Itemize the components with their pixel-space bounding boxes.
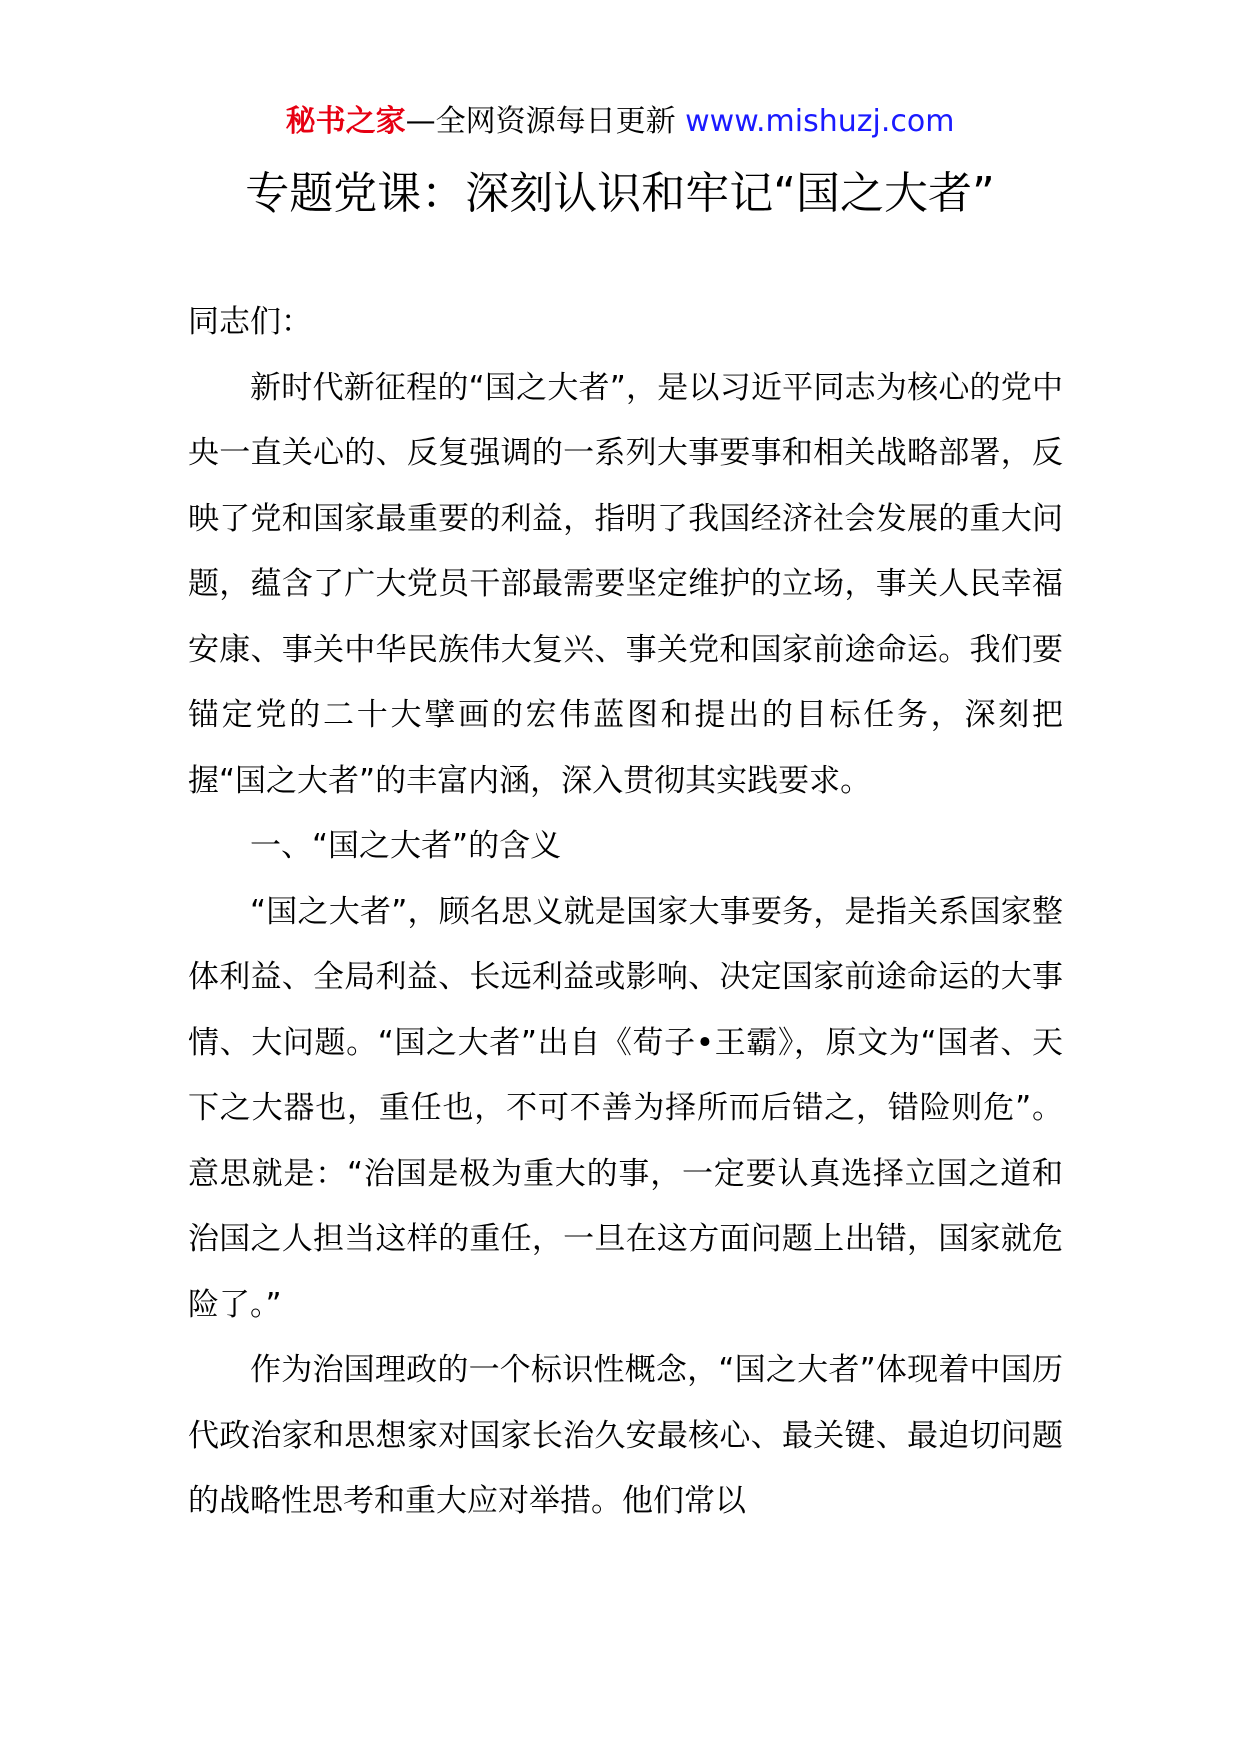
site-header <box>0 100 1240 144</box>
paragraph-concept: 作为治国理政的一个标识性概念，“国之大者”体现着中国历代政治家和思想家对国家长治久安最核心、最关键、最迫切问题的战略性思考和重大应对举措。他们常以 <box>188 1352 1063 1519</box>
document-title: 专题党课：深刻认识和牢记“国之大者” <box>245 168 995 219</box>
document-body <box>188 290 1063 1535</box>
brand-name: 秘书之家 <box>285 104 406 139</box>
paragraph-intro: 新时代新征程的“国之大者”，是以习近平同志为核心的党中央一直关心的、反复强调的一系列大事要事和相关战略部署，反映了党和国家最重要的利益，指明了我国经济社会发展的重大问题，蕴含了广大党员干部最需要坚定维护的立场，事关人民幸福安康、事关中华民族伟大复兴、事关党和国家前途命运。我们要锚定党的二十大擘画的宏伟蓝图和提出的目标任务，深刻把握“国之大者”的丰富内涵，深入贯彻其实践要求。 <box>188 369 1063 799</box>
section-heading-1: 一、“国之大者”的含义 <box>250 828 562 864</box>
paragraph-meaning: “国之大者”，顾名思义就是国家大事要务，是指关系国家整体利益、全局利益、长远利益或影响、决定国家前途命运的大事情、大问题。“国之大者”出自《荀子•王霸》，原文为“国者、天下之大器也，重任也，不可不善为择所而后错之，错险则危”。意思就是：“治国是极为重大的事，一定要认真选择立国之道和治国之人担当这样的重任，一旦在这方面问题上出错，国家就危险了。” <box>188 893 1063 1323</box>
site-link[interactable]: www.mishuzj.com <box>685 104 955 139</box>
salutation: 同志们： <box>188 304 312 340</box>
header-tagline: —全网资源每日更新 <box>405 104 676 139</box>
